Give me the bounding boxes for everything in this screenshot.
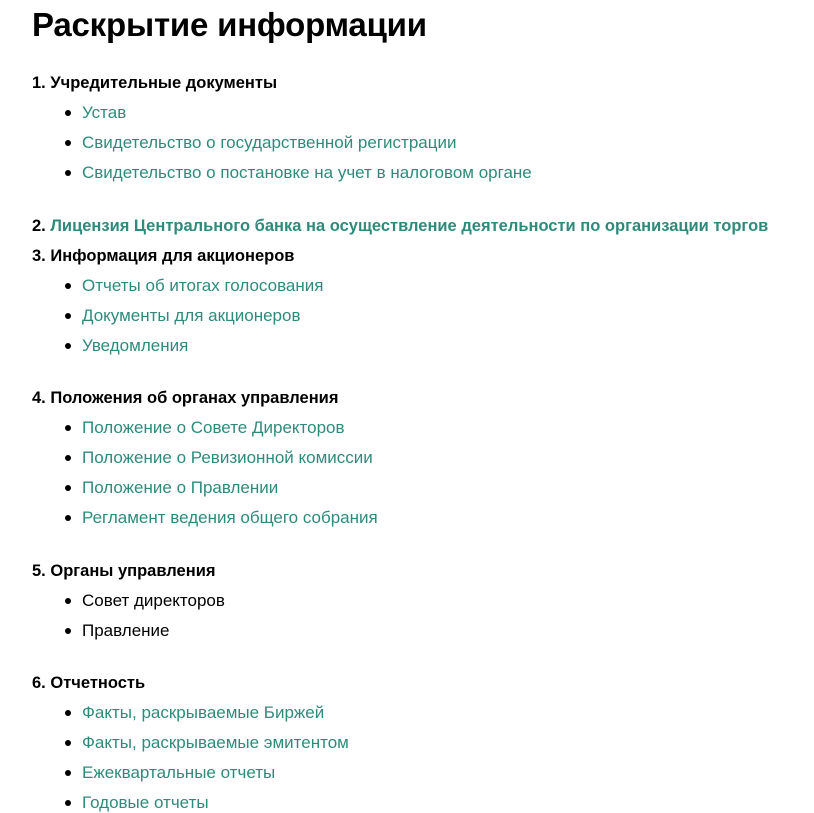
bullet-icon xyxy=(65,110,71,116)
section-reporting xyxy=(32,673,814,813)
section-list xyxy=(32,693,814,813)
bullet-icon xyxy=(65,313,71,319)
list-item xyxy=(32,581,814,611)
list-item xyxy=(32,753,814,783)
section-heading xyxy=(32,673,814,693)
bullet-icon xyxy=(65,710,71,716)
list-item xyxy=(32,296,814,326)
annual-reports-link[interactable]: Годовые отчеты xyxy=(82,793,209,812)
notifications-link[interactable]: Уведомления xyxy=(82,336,189,355)
section-list xyxy=(32,408,814,528)
section-list xyxy=(32,581,814,641)
section-title: Учредительные документы xyxy=(50,74,278,92)
management-board-text: Правление xyxy=(82,621,170,640)
general-meeting-rules-link[interactable]: Регламент ведения общего собрания xyxy=(82,508,378,527)
bullet-icon xyxy=(65,283,71,289)
section-governance-regulations xyxy=(32,388,814,528)
section-number: 3. xyxy=(32,247,46,265)
section-list xyxy=(32,93,814,183)
section-founding-documents xyxy=(32,73,814,183)
list-item xyxy=(32,611,814,641)
bullet-icon xyxy=(65,628,71,634)
board-of-directors-regulation-link[interactable]: Положение о Совете Директоров xyxy=(82,418,345,437)
list-item xyxy=(32,438,814,468)
list-item xyxy=(32,93,814,123)
list-item xyxy=(32,498,814,528)
list-item xyxy=(32,123,814,153)
shareholder-documents-link[interactable]: Документы для акционеров xyxy=(82,306,301,325)
bullet-icon xyxy=(65,740,71,746)
list-item xyxy=(32,468,814,498)
section-heading xyxy=(32,216,814,236)
audit-commission-regulation-link[interactable]: Положение о Ревизионной комиссии xyxy=(82,448,373,467)
issuer-disclosed-facts-link[interactable]: Факты, раскрываемые эмитентом xyxy=(82,733,349,752)
section-list xyxy=(32,266,814,356)
bullet-icon xyxy=(65,515,71,521)
list-item xyxy=(32,266,814,296)
section-shareholders-info xyxy=(32,246,814,356)
section-title: Информация для акционеров xyxy=(50,247,295,265)
board-of-directors-text: Совет директоров xyxy=(82,591,225,610)
section-heading xyxy=(32,246,814,266)
management-board-regulation-link[interactable]: Положение о Правлении xyxy=(82,478,279,497)
list-item xyxy=(32,326,814,356)
bullet-icon xyxy=(65,343,71,349)
tax-registration-certificate-link[interactable]: Свидетельство о постановке на учет в налоговом органе xyxy=(82,163,532,182)
page-title: Раскрытие информации xyxy=(32,6,427,43)
charter-link[interactable]: Устав xyxy=(82,103,127,122)
quarterly-reports-link[interactable]: Ежеквартальные отчеты xyxy=(82,763,276,782)
central-bank-license-link[interactable]: Лицензия Центрального банка на осуществление деятельности по организации торгов xyxy=(50,217,769,235)
list-item xyxy=(32,408,814,438)
bullet-icon xyxy=(65,425,71,431)
list-item xyxy=(32,783,814,813)
bullet-icon xyxy=(65,170,71,176)
list-item xyxy=(32,723,814,753)
list-item xyxy=(32,693,814,723)
bullet-icon xyxy=(65,455,71,461)
section-number: 2. xyxy=(32,217,46,235)
section-title: Органы управления xyxy=(50,562,216,580)
bullet-icon xyxy=(65,598,71,604)
section-heading xyxy=(32,561,814,581)
voting-results-link[interactable]: Отчеты об итогах голосования xyxy=(82,276,324,295)
exchange-disclosed-facts-link[interactable]: Факты, раскрываемые Биржей xyxy=(82,703,325,722)
section-governing-bodies xyxy=(32,561,814,641)
bullet-icon xyxy=(65,770,71,776)
section-number: 1. xyxy=(32,74,46,92)
bullet-icon xyxy=(65,800,71,806)
bullet-icon xyxy=(65,140,71,146)
section-heading xyxy=(32,388,814,408)
bullet-icon xyxy=(65,485,71,491)
section-number: 6. xyxy=(32,674,46,692)
section-heading xyxy=(32,73,814,93)
section-number: 5. xyxy=(32,562,46,580)
section-title: Положения об органах управления xyxy=(50,389,339,407)
section-title: Отчетность xyxy=(50,674,146,692)
state-registration-certificate-link[interactable]: Свидетельство о государственной регистрации xyxy=(82,133,457,152)
list-item xyxy=(32,153,814,183)
section-number: 4. xyxy=(32,389,46,407)
section-license xyxy=(32,216,814,236)
